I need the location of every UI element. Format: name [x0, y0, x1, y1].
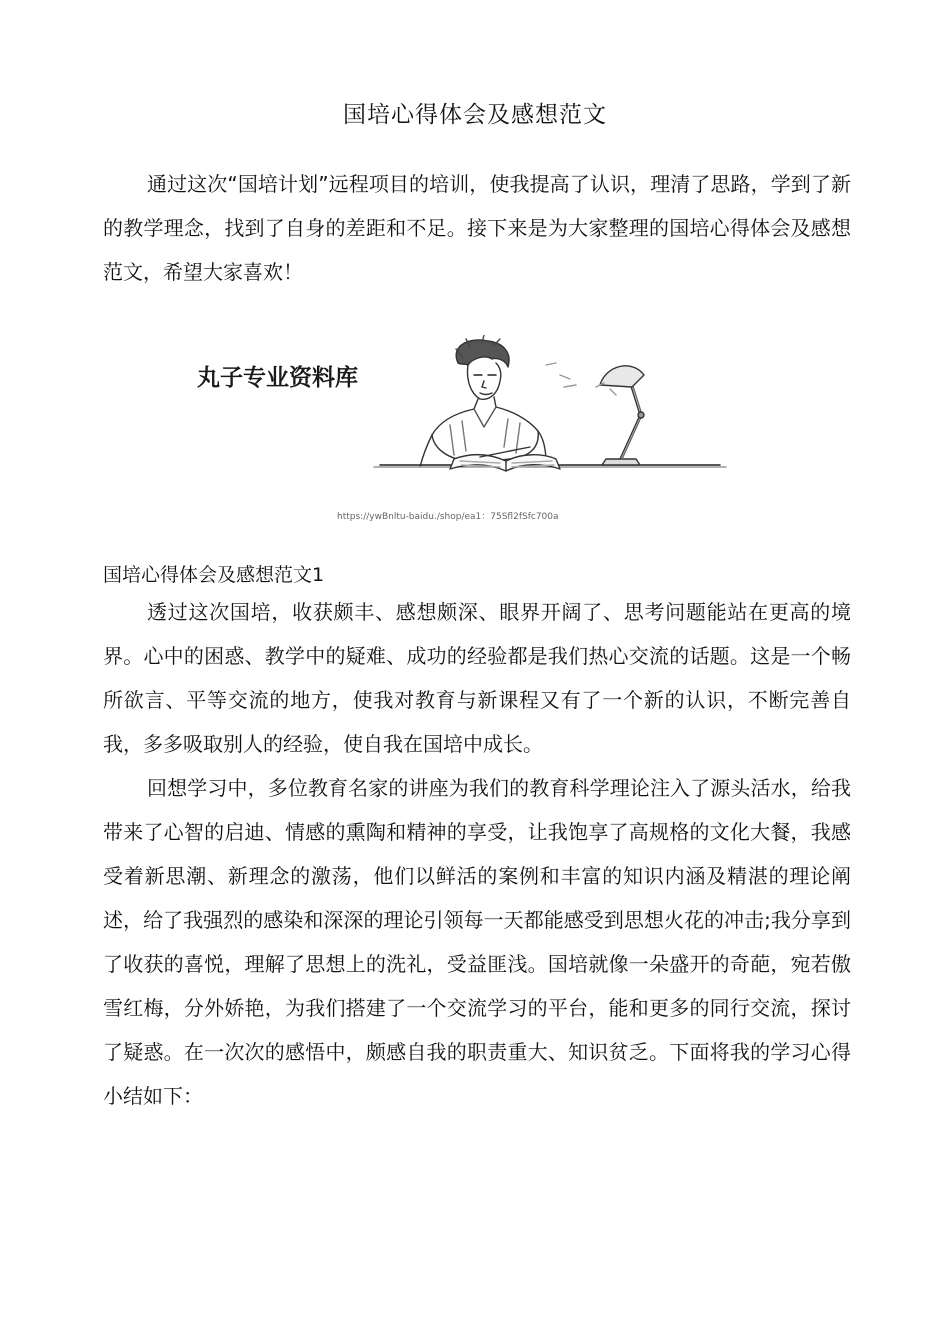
section-heading: 国培心得体会及感想范文1 [103, 564, 325, 586]
illustration-figure [190, 335, 750, 535]
body-paragraph-2: 回想学习中，多位教育名家的讲座为我们的教育科学理论注入了源头活水，给我带来了心智的启迪、情感的熏陶和精神的享受，让我饱享了高规格的文化大餐，我感受着新思潮、新理念的激荡，他们以鲜活的案例和丰富的知识内涵及精湛的理论阐述，给了我强烈的感染和深深的理论引领每一天都能感受到思想火花的冲击;我分享到了收获的喜悦，理解了思想上的洗礼，受益匪浅。国培就像一朵盛开的奇葩，宛若傲雪红梅，分外娇艳，为我们搭建了一个交流学习的平台，能和更多的同行交流，探讨了疑惑。在一次次的感悟中，颇感自我的职责重大、知识贫乏。下面将我的学习心得小结如下： [103, 776, 851, 1108]
watermark-logo-text: 丸子专业资料库 [197, 365, 358, 391]
student-studying-sketch [370, 335, 730, 485]
image-source-url: https://ywBnltu-baidu./shop/ea1：75Sfl2fSfc700a [337, 512, 559, 522]
intro-paragraph: 通过这次“国培计划”远程项目的培训，使我提高了认识，理清了思路，学到了新的教学理念，找到了自身的差距和不足。接下来是为大家整理的国培心得体会及感想范文，希望大家喜欢！ [103, 172, 851, 284]
document-title: 国培心得体会及感想范文 [343, 102, 607, 128]
body-paragraph-1: 透过这次国培，收获颇丰、感想颇深、眼界开阔了、思考问题能站在更高的境界。心中的困惑、教学中的疑难、成功的经验都是我们热心交流的话题。这是一个畅所欲言、平等交流的地方，使我对教育与新课程又有了一个新的认识，不断完善自我，多多吸取别人的经验，使自我在国培中成长。 [103, 600, 851, 756]
